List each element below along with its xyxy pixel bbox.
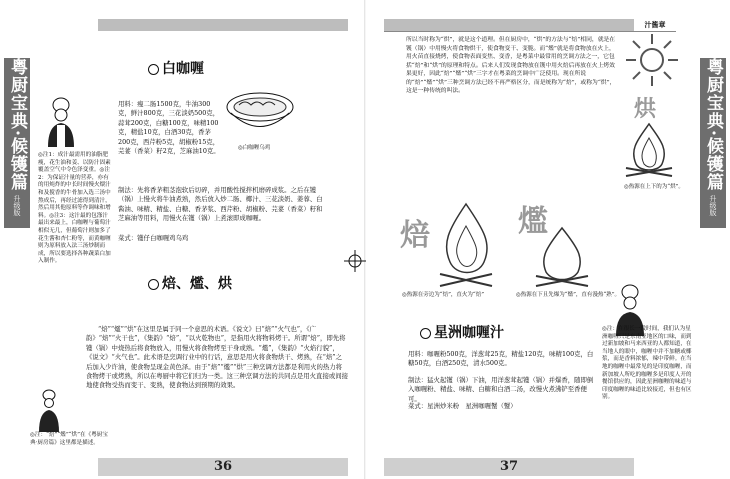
section-title-bake [148,273,232,293]
ingredients: 用料：瘦二肠1500克，牛油300克，鲜汁800克，三花淡奶500克，蒜茸200克，白糖100克，味精100克，精盐10克，白酒30克，香茅200克，西芹粉5克，胡椒粉15克，芫荽（香菜）籽2克，芝麻油10克。 [118,100,220,156]
fig2-caption: ◎热源在旁边为“焙”，直火为“焙” [402,292,485,298]
dish-title-singapore-curry [420,322,504,342]
chef-note: ◎注：在很长一段时间，我们认为星洲咖喱只是东南亚地区的口味，而到过新加坡和马来西亚的人都知道，在当地人的眼中，咖喱中并不加糖或椰浆，而是香料浓郁，辣中带鲜。在当地的咖喱中最常见的是印度咖喱，而新加坡人所吃的咖喱多是印度人开的餐馆供应的，因此星洲咖喱的味道与印度咖喱的味道比较接近，但也有区别。 [602,326,692,401]
right-page [366,0,730,479]
page-number-right: 37 [384,458,634,476]
side-tab-title: 粤厨宝典·候镬篇 [703,58,723,191]
ingredients-right: 用料：咖喱粉500克，洋葱茸25克，精盐120克，味精100克，白糖50克，白酒250克，清水500克。 [408,350,594,368]
right-side-tab [700,58,726,228]
chef-illustration [40,95,82,150]
dish-title-text: 星洲咖喱汁 [434,325,504,341]
method-right: 制法：猛火起镬（锅）下油，用洋葱茸起镬（锅）并爆香，随即倒入咖喱粉、精盐、味精、白糖和白酒二汤，改慢火煮沸铲至香便可。 [408,376,594,403]
usage: 菜式：镬仔白咖喱鸡乌鸡 [118,234,189,242]
section-title-text: 焙、爁、烘 [162,276,232,292]
dish-title-text: 白咖喱 [162,61,204,77]
side-tab-edition: 升级版 [13,194,21,216]
side-tab-title: 粤厨宝典·候镬篇 [7,58,27,191]
section-body: “焙”“爁”“烘”在这里是属于同一个意思的术语。《说文》曰“焙”“火气也”，《广韵》“焙”“火干也”，《集韵》“焙”，“以火乾物也”，是指用火将物料烤干。所谓“焙”，即先将镬（锅）中烧热后将食物放入，用慢火将食物烤至干身或熟。“爁”，《集韵》“火焰行貌”，《说文》“火气也”。此术语是烹调行业中的行话，意思是用火将食物烘干、烤熟，在“焙”之后加入少许油，使食物呈现金黄色泽。由于“焙”“爁”“烘”三种烹调方法都是利用火的热力将食物烤干或烤熟，所以在粤厨中将它们归为一类。这三种烹调方法的共同点是用火直接或间接地使食物受热而变干、变熟，使食物达到预期的效果。 [86,325,349,390]
photo-caption: ◎白咖喱乌鸡 [238,145,271,151]
usage-right: 菜式：星洲炒米粉 星洲咖喱蟹（蟹） [408,402,517,410]
bottom-note: ◎注：“焙”“爁”“烘”在《粤厨宝典·厨房篇》这里都是描述。 [30,432,108,446]
left-header-bar [98,19,348,31]
fig3-caption: ◎热源在下且先爆为“爁”，直有漫热“熟”。 [516,292,621,298]
top-body: 所以当时称为“烘”，就是这个道理。但在厨房中，“烘”的方法与“焙”相同，就是在镬（锅）中用慢火将食物烘干，使食物变干、变脆。而“爁”就是将食物放在火上，用火苗直接烧烤，使食物表面变焦、变香，是粤菜中最常用的烹调方法之一，它包括“焙”和“烘”的原理和特点。后来人们发现食物放在镬中用火焙后再放在火上烤效果更好，因此“焙”“爁”“烘”三字才在粤菜的烹调中广泛使用。现在所说的“焙”“爁”“烘”三种烹调方法已经不再严格区分，而是统称为“焙”，或称为“烘”，这是一种传统的叫法。 [406,37,616,94]
bullet-circle-icon [420,328,431,339]
registration-mark-left [344,250,366,272]
fig3-char: 爁 [518,204,548,239]
dish-title-white-curry [148,58,204,78]
left-side-tab [4,58,30,228]
side-tab-edition: 升级版 [709,194,717,216]
campfire-icon-1 [622,120,676,180]
right-header-bar [384,19,634,31]
fig2-char: 焙 [400,218,430,253]
method: 制法：先将香茅粗茎泡软后切碎，并用酸性搅拌机磨碎成浆。之后在镬（锅）上慢火将牛油煮熟，然后放入炒二肠、椰汁、三花淡奶、姜蓉、白酱油、味精、精盐、白糖、香茅浆、西芹粉、胡椒粉、芫荽（香菜）籽和芝麻油等用料，用慢火在镬（锅）上煮滚即成咖喱。 [118,186,323,223]
fig1-caption: ◎热源在上下的为“烘”。 [624,184,684,190]
chapter-header: 汁酱章 [644,20,666,29]
fig1-char: 烘 [634,96,657,122]
side-notes: ◎注1：成汁最需用的油脂肥瘦，花生油和姜、以防汁固素覆盖空气中令色泽变重。◎注2：为保证汁量的营养，亦有的用炖炸的中长时间慢火煨汁和及搅香的牛骨加入选三汤中熬成后，再经过滤得到清汁，然后用其他原料等作调味和增料。◎注3：这汁最的包涤汁最出来最上，白咖喱与葡萄汁相似无几，但葡萄汁则加多了花生酱和杏仁粉等，而黄咖喱则为原料放入法三汤炒制而成，所以要选择各种蔬菜白加入制作。 [38,152,111,265]
campfire-icon-3 [532,226,592,288]
sun-icon [624,32,680,88]
campfire-icon-2 [436,200,496,288]
bullet-circle-icon [148,64,159,75]
curry-bowl-illustration [225,85,295,140]
bullet-circle-icon [148,279,159,290]
page-number-left: 36 [98,458,348,476]
chef-illustration-bottom [34,388,64,433]
